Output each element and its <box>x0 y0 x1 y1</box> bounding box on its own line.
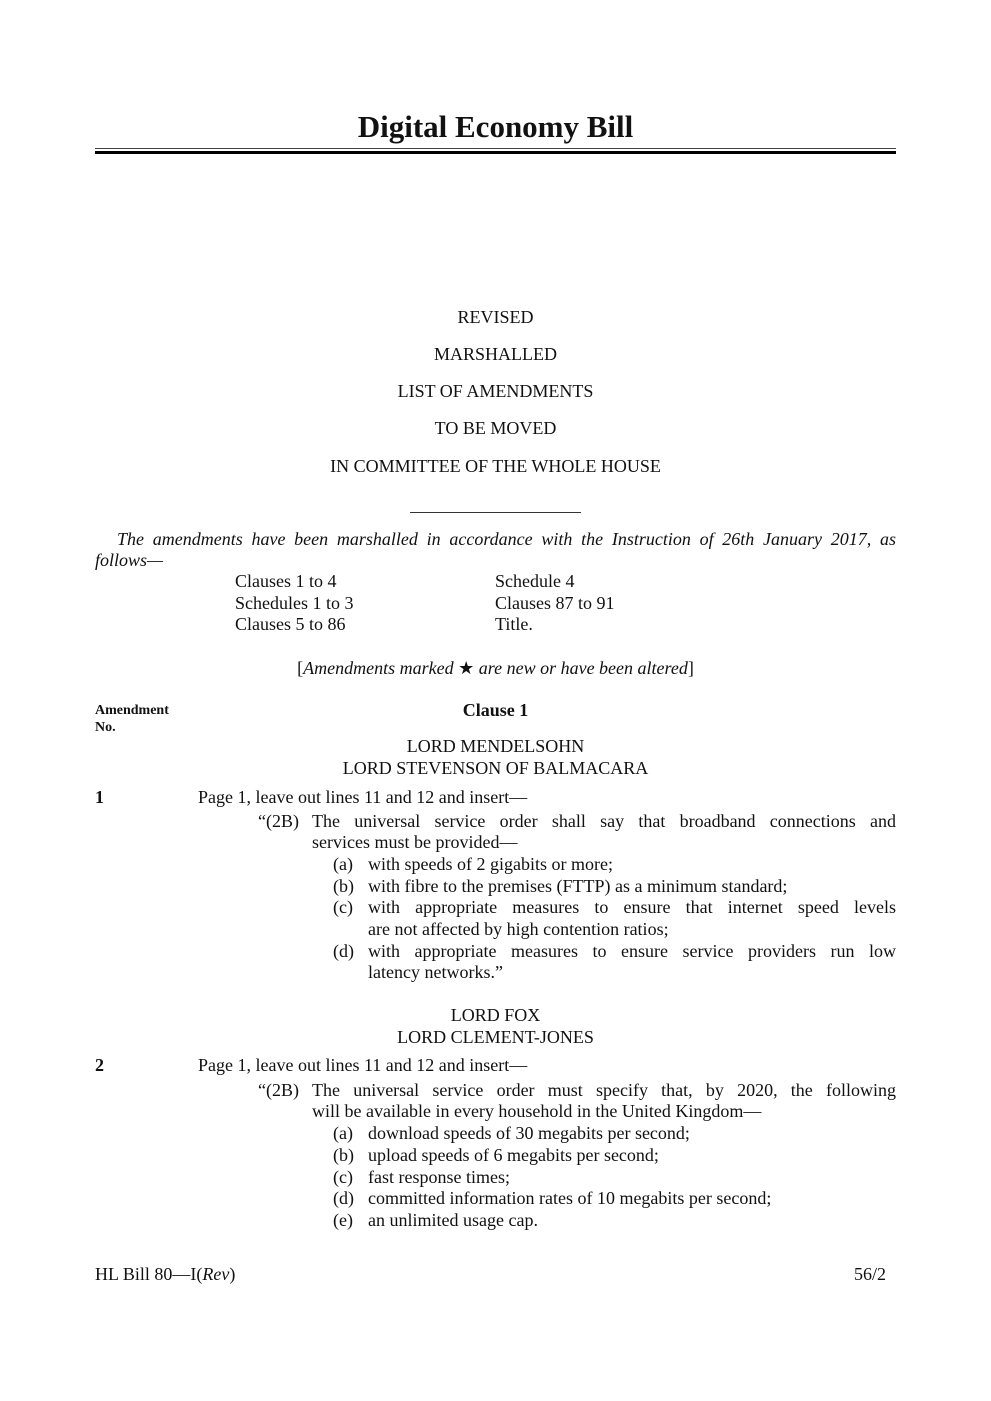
section-divider <box>410 512 581 513</box>
heading-line: LIST OF AMENDMENTS <box>397 381 594 401</box>
subsection-text: The universal service order must specify that, by 2020, the following <box>312 1080 896 1100</box>
clause-heading: Clause 1 <box>462 700 529 720</box>
item-label: (a) <box>333 1123 353 1143</box>
bill-reference-text: HL Bill 80—I( <box>95 1264 203 1284</box>
document-title: Digital Economy Bill <box>357 109 634 144</box>
subsection-label: “(2B) <box>258 1080 299 1100</box>
heading-line: TO BE MOVED <box>434 418 557 438</box>
amendment-number: 1 <box>95 787 104 807</box>
intro-text: follows— <box>95 550 164 570</box>
item-text: download speeds of 30 megabits per second; <box>368 1123 690 1143</box>
order-item: Clauses 87 to 91 <box>495 593 615 613</box>
item-text: with appropriate measures to ensure that internet speed levels <box>368 897 896 917</box>
item-text: committed information rates of 10 megabits per second; <box>368 1188 772 1208</box>
title-rule-thick <box>95 151 896 154</box>
bracket: ] <box>687 658 694 678</box>
item-text: with fibre to the premises (FTTP) as a minimum standard; <box>368 876 788 896</box>
bracket: [ <box>297 658 304 678</box>
amendment-number: 2 <box>95 1055 104 1075</box>
intro-text: The amendments have been marshalled in accordance with the Instruction of 26th January 2017, as <box>117 529 896 549</box>
item-text: upload speeds of 6 megabits per second; <box>368 1145 659 1165</box>
star-icon: ★ <box>458 658 475 678</box>
item-label: (c) <box>333 1167 353 1187</box>
item-text: fast response times; <box>368 1167 510 1187</box>
star-note <box>0 657 991 679</box>
item-text: with appropriate measures to ensure service providers run low <box>368 941 896 961</box>
order-item: Clauses 5 to 86 <box>235 614 346 634</box>
bill-reference-text: ) <box>229 1264 236 1284</box>
heading-line: REVISED <box>457 307 534 327</box>
order-item: Schedules 1 to 3 <box>235 593 354 613</box>
sponsor-name: LORD MENDELSOHN <box>406 736 585 756</box>
sponsor-name: LORD FOX <box>450 1005 541 1025</box>
item-text: are not affected by high contention ratios; <box>368 919 669 939</box>
item-label: (e) <box>333 1210 353 1230</box>
subsection-text: The universal service order shall say that broadband connections and <box>312 811 896 831</box>
note-text: Amendments marked <box>303 658 454 678</box>
item-label: (b) <box>333 876 354 896</box>
sponsor-name: LORD STEVENSON OF BALMACARA <box>342 758 649 778</box>
title-rule-thin <box>95 148 896 149</box>
page-reference: 56/2 <box>853 1264 886 1284</box>
subsection-text: will be available in every household in the United Kingdom— <box>312 1101 762 1121</box>
sponsor-name: LORD CLEMENT-JONES <box>397 1027 594 1047</box>
note-text: are new or have been altered <box>478 658 688 678</box>
bill-reference-rev: Rev <box>202 1264 230 1284</box>
order-item: Title. <box>495 614 533 634</box>
heading-line: IN COMMITTEE OF THE WHOLE HOUSE <box>330 456 661 476</box>
amendment-instruction: Page 1, leave out lines 11 and 12 and insert— <box>198 787 528 807</box>
subsection-text: services must be provided— <box>312 832 518 852</box>
bill-reference <box>95 1263 235 1285</box>
item-label: (b) <box>333 1145 354 1165</box>
item-label: (c) <box>333 897 353 917</box>
column-header: Amendment <box>95 703 169 718</box>
item-label: (a) <box>333 854 353 874</box>
item-text: with speeds of 2 gigabits or more; <box>368 854 613 874</box>
item-label: (d) <box>333 941 354 961</box>
column-header: No. <box>95 720 116 735</box>
item-label: (d) <box>333 1188 354 1208</box>
amendment-instruction: Page 1, leave out lines 11 and 12 and insert— <box>198 1055 528 1075</box>
subsection-label: “(2B) <box>258 811 299 831</box>
order-item: Clauses 1 to 4 <box>235 571 337 591</box>
item-text: latency networks.” <box>368 962 503 982</box>
item-text: an unlimited usage cap. <box>368 1210 538 1230</box>
order-item: Schedule 4 <box>495 571 575 591</box>
heading-line: MARSHALLED <box>433 344 557 364</box>
